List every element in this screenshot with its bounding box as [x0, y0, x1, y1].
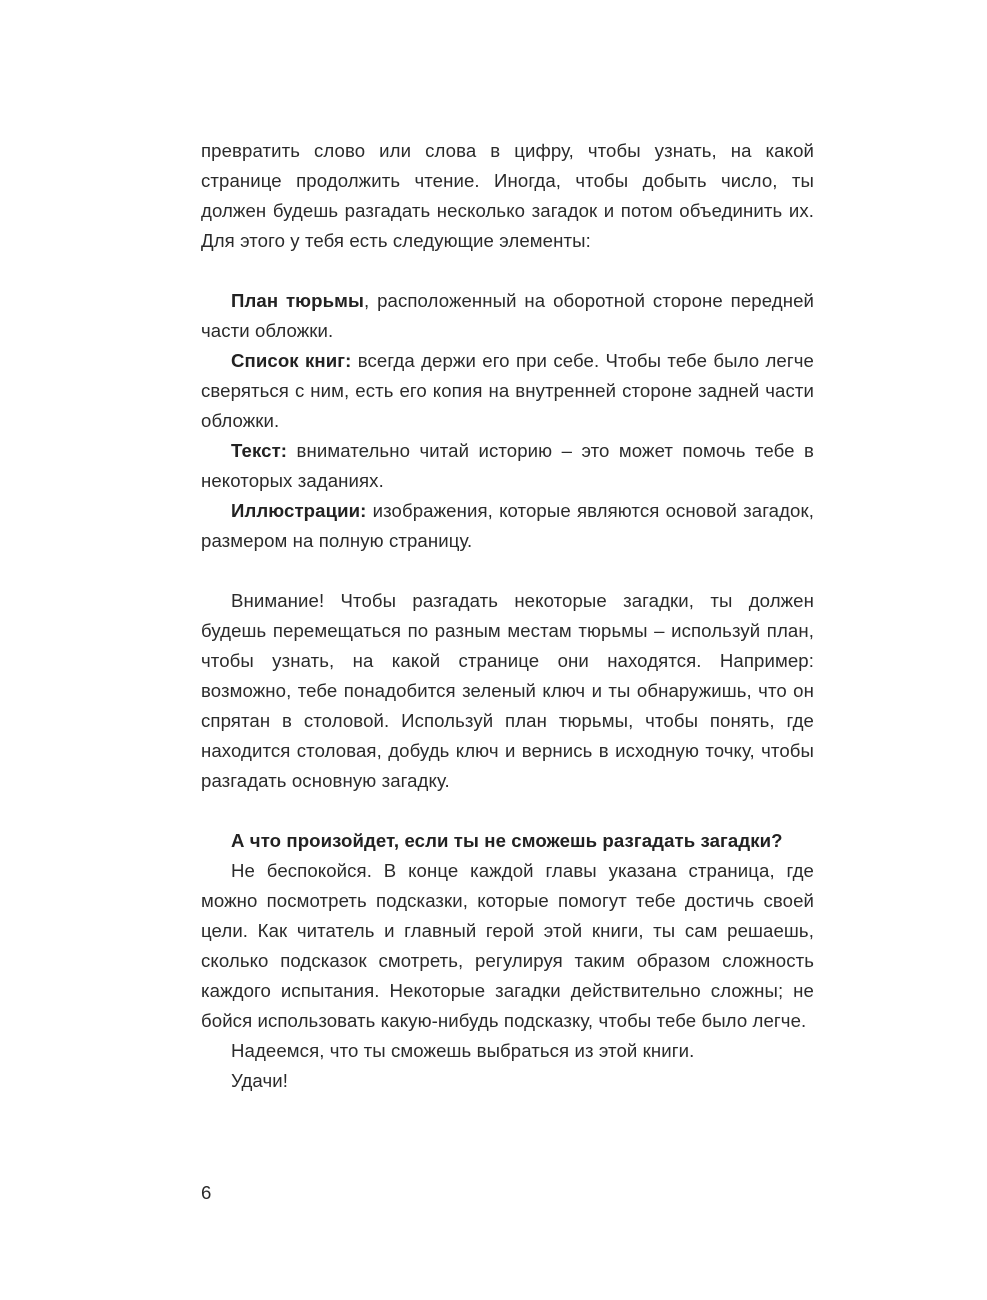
page-text-block — [201, 136, 814, 1096]
page-number: 6 — [201, 1182, 212, 1203]
question-heading: А что произойдет, если ты не сможешь разгадать загадки? — [231, 830, 783, 851]
element-description: , расположенный на оборотной стороне передней части обложки. — [201, 290, 814, 341]
paragraph-gap — [201, 556, 814, 586]
paragraph-gap — [201, 256, 814, 286]
warning-paragraph: Внимание! Чтобы разгадать некоторые загадки, ты должен будешь перемещаться по разным местам тюрьмы – используй план, чтобы узнать, на какой странице они находятся. Например: возможно, тебе понадобится зеленый ключ и ты обнаружишь, что он спрятан в столовой. Используй план тюрьмы, чтобы понять, где находится столовая, добудь ключ и вернись в исходную точку, чтобы разгадать основную загадку. — [201, 590, 814, 791]
element-description: внимательно читай историю – это может помочь тебе в некоторых заданиях. — [201, 440, 814, 491]
good-luck-paragraph: Удачи! — [231, 1070, 288, 1091]
hope-paragraph: Надеемся, что ты сможешь выбраться из этой книги. — [231, 1040, 695, 1061]
element-term: План тюрьмы — [231, 290, 364, 311]
intro-paragraph: превратить слово или слова в цифру, чтобы узнать, на какой странице продолжить чтение. Иногда, чтобы добыть число, ты должен будешь разгадать несколько загадок и потом объединить их. Для этого у тебя есть следующие элементы: — [201, 140, 814, 251]
element-term: Список книг: — [231, 350, 352, 371]
element-illustrations — [201, 496, 814, 556]
element-description: всегда держи его при себе. Чтобы тебе было легче сверяться с ним, есть его копия на внутренней стороне задней части обложки. — [201, 350, 814, 431]
paragraph-gap — [201, 796, 814, 826]
element-term: Иллюстрации: — [231, 500, 367, 521]
element-book-list — [201, 346, 814, 436]
element-description: изображения, которые являются основой загадок, размером на полную страницу. — [201, 500, 814, 551]
element-term: Текст: — [231, 440, 288, 461]
element-prison-plan — [201, 286, 814, 346]
answer-paragraph: Не беспокойся. В конце каждой главы указана страница, где можно посмотреть подсказки, которые помогут тебе достичь своей цели. Как читатель и главный герой этой книги, ты сам решаешь, сколько подсказок смотреть, регулируя таким образом сложность каждого испытания. Некоторые загадки действительно сложны; не бойся использовать какую-нибудь подсказку, чтобы тебе было легче. — [201, 860, 814, 1031]
element-text — [201, 436, 814, 496]
